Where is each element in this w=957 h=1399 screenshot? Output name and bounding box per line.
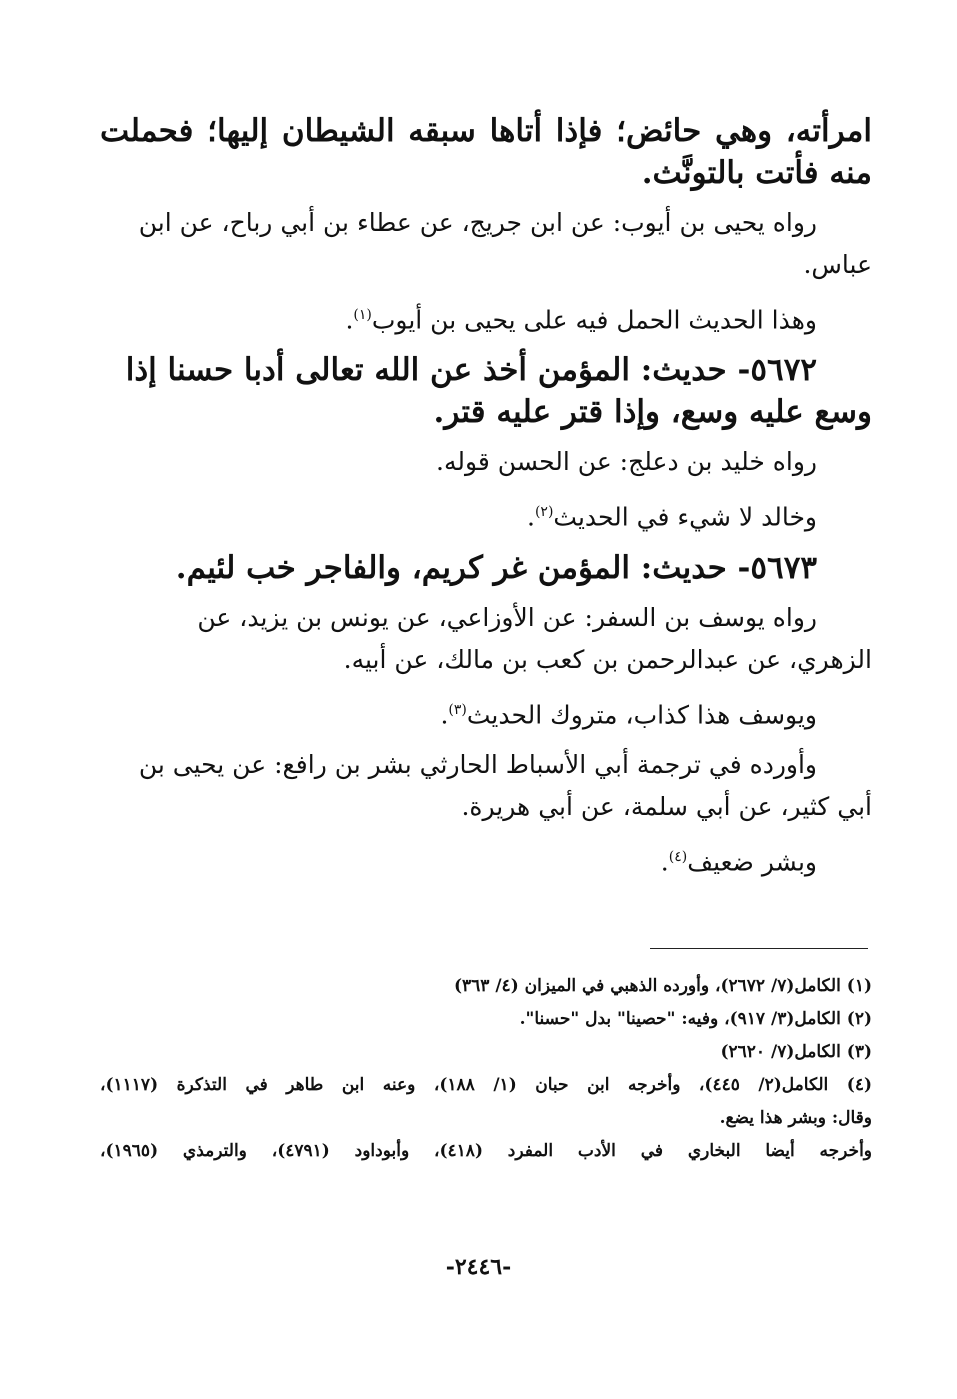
text-line: منه فأتت بالتونَّث. (641, 155, 872, 191)
text-span: . (440, 699, 449, 729)
text-line: رواه يوسف بن السفر: عن الأوزاعي، عن يونس بن يزيد، عن (197, 602, 817, 632)
hadith-heading: ٥٦٧٢- حديث: المؤمن أخذ عن الله تعالى أدبا حسنا إذا (125, 352, 817, 389)
text-line (100, 491, 872, 538)
paragraph-2 (100, 202, 872, 286)
footnotes (100, 970, 872, 1168)
footnote-2: (٢) الكامل(٣/ ٩١٧)، وفيه: "حصينا" بدل "حسنا". (519, 1009, 872, 1029)
text-span: وبشر ضعيف (687, 847, 817, 877)
paragraph-5 (100, 491, 872, 538)
text-span: . (660, 847, 669, 877)
footnote-4-cont: وقال: وبشر هذا يضع. (719, 1108, 872, 1128)
footnote-ref: (٢) (534, 504, 554, 521)
text-line: رواه خليد بن دعلج: عن الحسن قوله. (436, 447, 817, 477)
text-span: . (345, 305, 354, 335)
main-text (100, 110, 872, 891)
text-line (100, 294, 872, 341)
footnote-4: (٤) الكامل(٢/ ٤٤٥)، وأخرجه ابن حبان (١/ ١٨٨)، وعنه ابن طاهر في التذكرة (١١١٧)، (100, 1075, 872, 1095)
hadith-5673 (100, 547, 872, 589)
text-line: الزهري، عن عبدالرحمن بن كعب بن مالك، عن أبيه. (343, 644, 872, 674)
footnote-1: (١) الكامل(٧/ ٢٦٧٢)، وأورده الذهبي في الميزان (٤/ ٣٦٣) (453, 976, 872, 996)
text-span: وهذا الحديث الحمل فيه على يحيى بن أيوب (371, 305, 817, 335)
paragraph-3 (100, 294, 872, 341)
text-line (100, 689, 872, 736)
hadith-heading: ٥٦٧٣- حديث: المؤمن غر كريم، والفاجر خب لئيم. (175, 549, 817, 586)
footnote-ref: (٣) (448, 701, 467, 718)
paragraph-7 (100, 689, 872, 736)
page-number: -٢٤٤٦- (445, 1254, 512, 1280)
paragraph-6 (100, 597, 872, 681)
hadith-5672 (100, 349, 872, 433)
footnote-ref: (٤) (668, 848, 688, 865)
footnote-3: (٣) الكامل(٧/ ٢٦٢٠) (720, 1042, 872, 1062)
text-line: امرأته، وهي حائض؛ فإذا أتاها سبقه الشيطان إليها؛ فحملت (100, 113, 872, 149)
text-line: عباس. (803, 250, 872, 279)
footnote-separator (650, 948, 868, 949)
text-line: وأورده في ترجمة أبي الأسباط الحارثي بشر بن رافع: عن يحيى بن (138, 749, 817, 779)
paragraph-8 (100, 744, 872, 828)
paragraph-9 (100, 836, 872, 883)
footnote-4-cont: وأخرجه أيضا البخاري في الأدب المفرد (٤١٨)، وأبوداود (٤٧٩١)، والترمذي (١٩٦٥)، (100, 1141, 873, 1161)
text-span: وخالد لا شيء في الحديث (553, 502, 817, 532)
paragraph-4 (100, 441, 872, 483)
text-line (100, 836, 872, 883)
text-line: وسع عليه وسع، وإذا قتر عليه قتر. (433, 394, 872, 431)
footnote-ref: (١) (353, 307, 372, 323)
text-line: رواه يحيى بن أيوب: عن ابن جريج، عن عطاء بن أبي رباح، عن ابن (138, 208, 817, 237)
text-span: ويوسف هذا كذاب، متروك الحديث (466, 699, 817, 729)
text-line: أبي كثير، عن أبي سلمة، عن أبي هريرة. (461, 791, 872, 821)
paragraph-1 (100, 110, 872, 194)
text-span: . (526, 502, 535, 532)
